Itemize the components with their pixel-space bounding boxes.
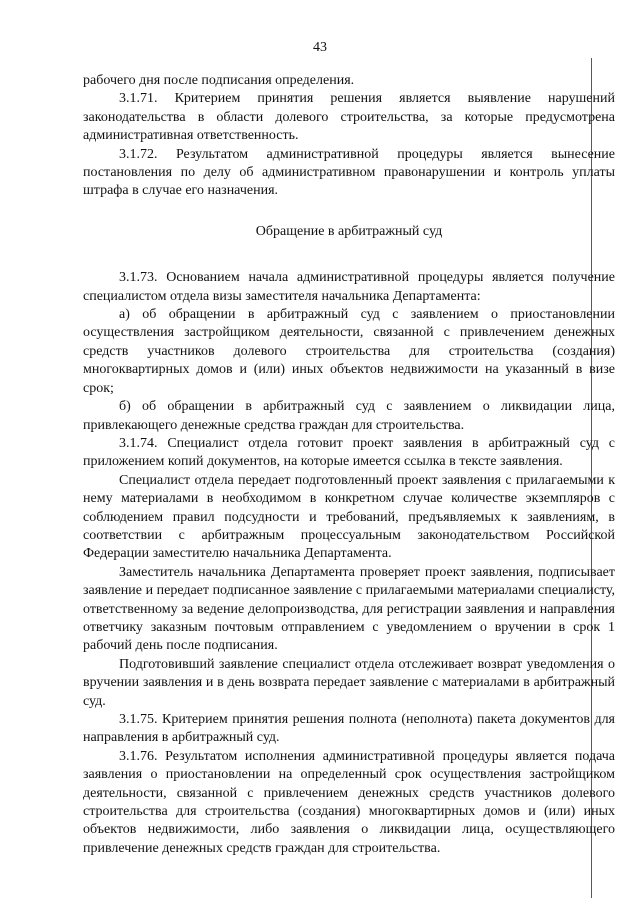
paragraph-3-1-76: 3.1.76. Результатом исполнения административной процедуры является подача заявления о приостановлении на определенный срок осуществления застройщиком деятельности, связанной с привлечением денежных средств участников долевого строительства для строительства (создания) многоквартирных домов и (или) иных объектов недвижимости, либо заявления о ликвидации лица, осуществляющего привлечение денежных средств граждан для строительства. bbox=[83, 748, 615, 856]
paragraph-3-1-73: 3.1.73. Основанием начала административной процедуры является получение специалистом отдела визы заместителя начальника Департамента: bbox=[83, 270, 615, 304]
paragraph-item-b: б) об обращении в арбитражный суд с заявлением о ликвидации лица, привлекающего денежные средства граждан для строительства. bbox=[83, 399, 615, 433]
intro-paragraph: рабочего дня после подписания определения. bbox=[83, 73, 355, 88]
document-body bbox=[83, 72, 615, 858]
paragraph-3-1-72: 3.1.72. Результатом административной процедуры является вынесение постановления по делу об административном правонарушении и контроль уплаты штрафа в случае его назначения. bbox=[83, 146, 615, 199]
paragraph-3-1-75: 3.1.75. Критерием принятия решения полнота (неполнота) пакета документов для направления в арбитражный суд. bbox=[83, 712, 615, 746]
paragraph-specialist-transfer: Специалист отдела передает подготовленный проект заявления с прилагаемыми к нему материалами в необходимом в конкретном случае количестве экземпляров с соблюдением правил подсудности и требований, предъявляемых к заявлениям, в соответствии с арбитражным процессуальным законодательством Российской Федерации заместителю начальника Департамента. bbox=[83, 472, 615, 562]
section-heading: Обращение в арбитражный суд bbox=[255, 223, 443, 239]
paragraph-return-tracking: Подготовивший заявление специалист отдела отслеживает возврат уведомления о вручении заявления и в день возврата передает заявление с материалами в арбитражный суд. bbox=[83, 656, 615, 709]
paragraph-item-a: а) об обращении в арбитражный суд с заявлением о приостановлении осуществления застройщиком деятельности, связанной с привлечением денежных средств участников долевого строительства для строительства (создания) многоквартирных домов и (или) иных объектов недвижимости на указанный в визе срок; bbox=[83, 307, 615, 396]
paragraph-deputy-review: Заместитель начальника Департамента проверяет проект заявления, подписывает заявление и передает подписанное заявление с прилагаемыми материалами специалисту, ответственному за ведение делопроизводства, для регистрации заявления и направления ответчику заказным почтовым отправлением с уведомлением о вручении в срок 1 рабочий день после подписания. bbox=[83, 564, 615, 654]
paragraph-3-1-74: 3.1.74. Специалист отдела готовит проект заявления в арбитражный суд с приложением копий документов, на которые имеется ссылка в тексте заявления. bbox=[83, 435, 615, 470]
paragraph-3-1-71: 3.1.71. Критерием принятия решения является выявление нарушений законодательства в области долевого строительства, за которые предусмотрена административная ответственность. bbox=[83, 91, 615, 144]
page-number: 43 bbox=[313, 40, 327, 55]
